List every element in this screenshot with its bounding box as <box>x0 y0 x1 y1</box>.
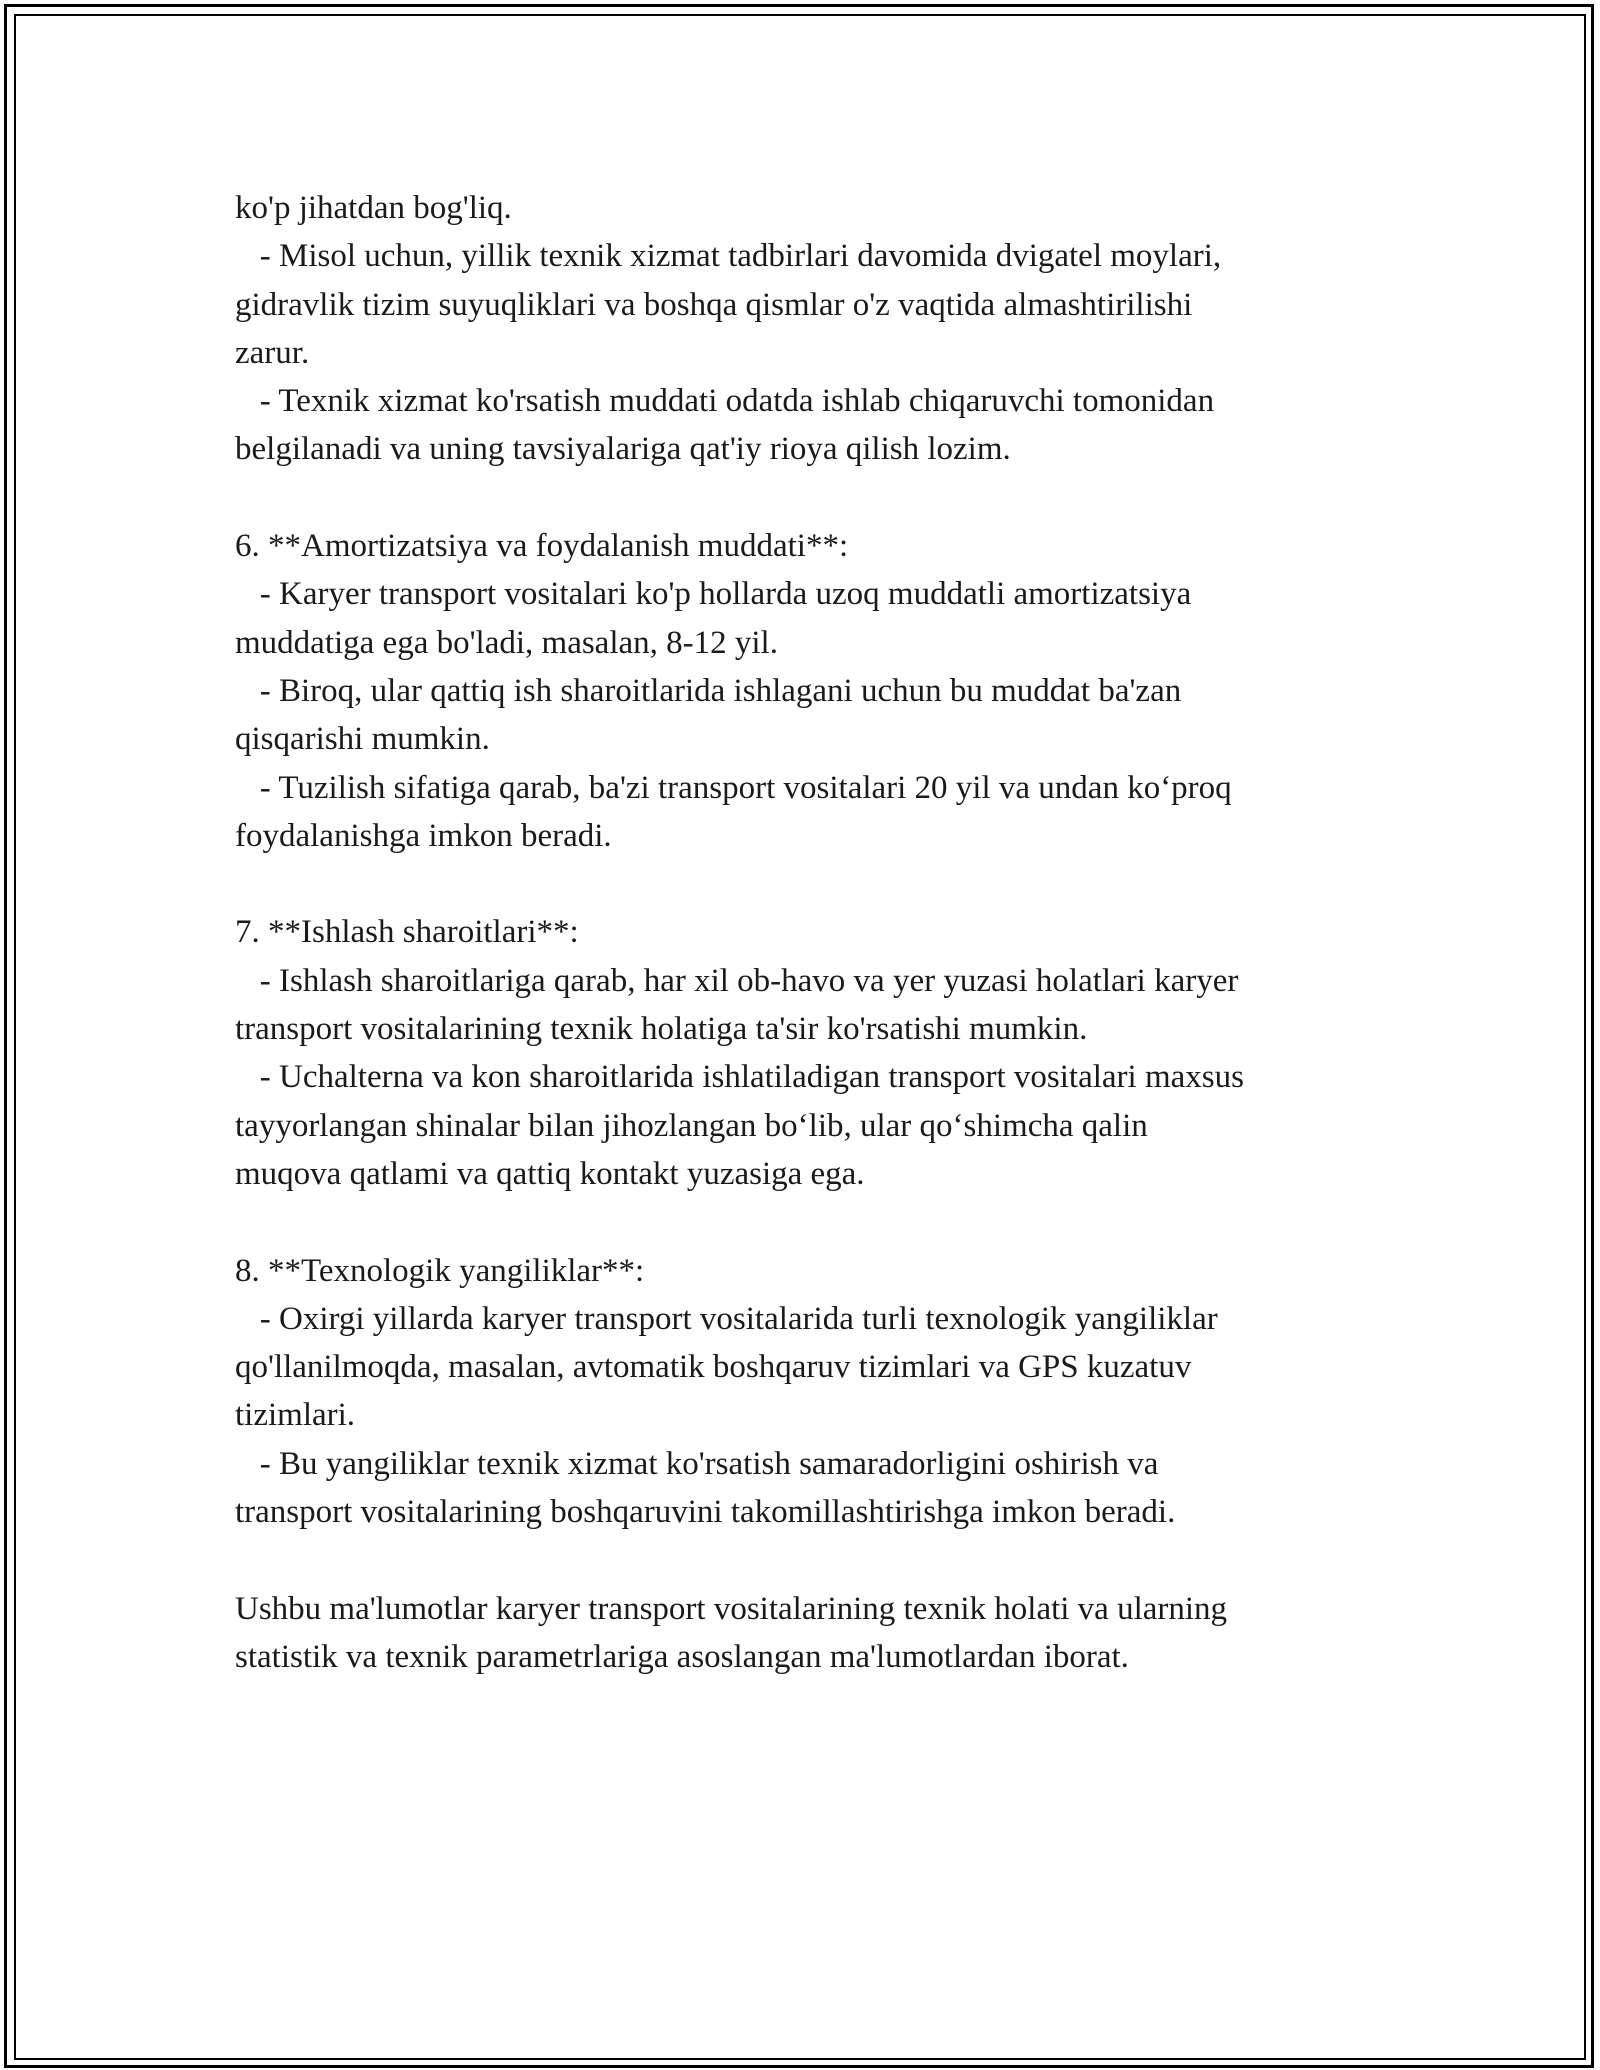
text-line: 8. **Texnologik yangiliklar**: <box>235 1252 645 1289</box>
text-line: transport vositalarining texnik holatiga ta'sir ko'rsatishi mumkin. <box>235 1011 1088 1048</box>
blank-line <box>235 474 1385 522</box>
text-line: statistik va texnik parametrlariga asoslangan ma'lumotlardan iborat. <box>235 1638 1129 1675</box>
text-line: tayyorlangan shinalar bilan jihozlangan boʻlib, ular qoʻshimcha qalin <box>235 1107 1148 1144</box>
text-line: ko'p jihatdan bog'liq. <box>235 190 512 226</box>
text-line: - Texnik xizmat ko'rsatish muddati odatda ishlab chiqaruvchi tomonidan <box>235 383 1215 420</box>
text-line: - Bu yangiliklar texnik xizmat ko'rsatish samaradorligini oshirish va <box>235 1445 1159 1482</box>
text-line: belgilanadi va uning tavsiyalariga qat'iy rioya qilish lozim. <box>235 431 1011 468</box>
text-line: Ushbu ma'lumotlar karyer transport vositalarining texnik holati va ularning <box>235 1590 1228 1627</box>
text-line: - Uchalterna va kon sharoitlarida ishlatiladigan transport vositalari maxsus <box>235 1059 1244 1096</box>
text-line: - Ishlash sharoitlariga qarab, har xil ob-havo va yer yuzasi holatlari karyer <box>235 962 1239 999</box>
text-line: transport vositalarining boshqaruvini takomillashtirishga imkon beradi. <box>235 1494 1176 1531</box>
text-line: qo'llanilmoqda, masalan, avtomatik boshqaruv tizimlari va GPS kuzatuv <box>235 1349 1192 1386</box>
text-line: muddatiga ega bo'ladi, masalan, 8-12 yil. <box>235 624 778 661</box>
text-line: - Biroq, ular qattiq ish sharoitlarida ishlagani uchun bu muddat ba'zan <box>235 672 1182 709</box>
text-line: muqova qatlami va qattiq kontakt yuzasiga ega. <box>235 1155 865 1192</box>
text-line: - Karyer transport vositalari ko'p hollarda uzoq muddatli amortizatsiya <box>235 576 1192 613</box>
text-line: - Misol uchun, yillik texnik xizmat tadbirlari davomida dvigatel moylari, <box>235 238 1222 275</box>
blank-line <box>235 860 1385 908</box>
text-line: foydalanishga imkon beradi. <box>235 817 612 854</box>
blank-line <box>235 1198 1385 1246</box>
text-line: 7. **Ishlash sharoitlari**: <box>235 914 579 951</box>
text-line: - Oxirgi yillarda karyer transport vositalarida turli texnologik yangiliklar <box>235 1300 1218 1337</box>
text-line: 6. **Amortizatsiya va foydalanish muddati**: <box>235 528 849 565</box>
text-line: gidravlik tizim suyuqliklari va boshqa qismlar o'z vaqtida almashtirilishi <box>235 286 1193 323</box>
text-line: qisqarishi mumkin. <box>235 721 490 758</box>
text-line: tizimlari. <box>235 1397 356 1434</box>
document-body <box>235 184 1385 1681</box>
text-line: - Tuzilish sifatiga qarab, ba'zi transport vositalari 20 yil va undan koʻproq <box>235 769 1232 806</box>
text-line: zarur. <box>235 334 310 371</box>
blank-line <box>235 1536 1385 1584</box>
